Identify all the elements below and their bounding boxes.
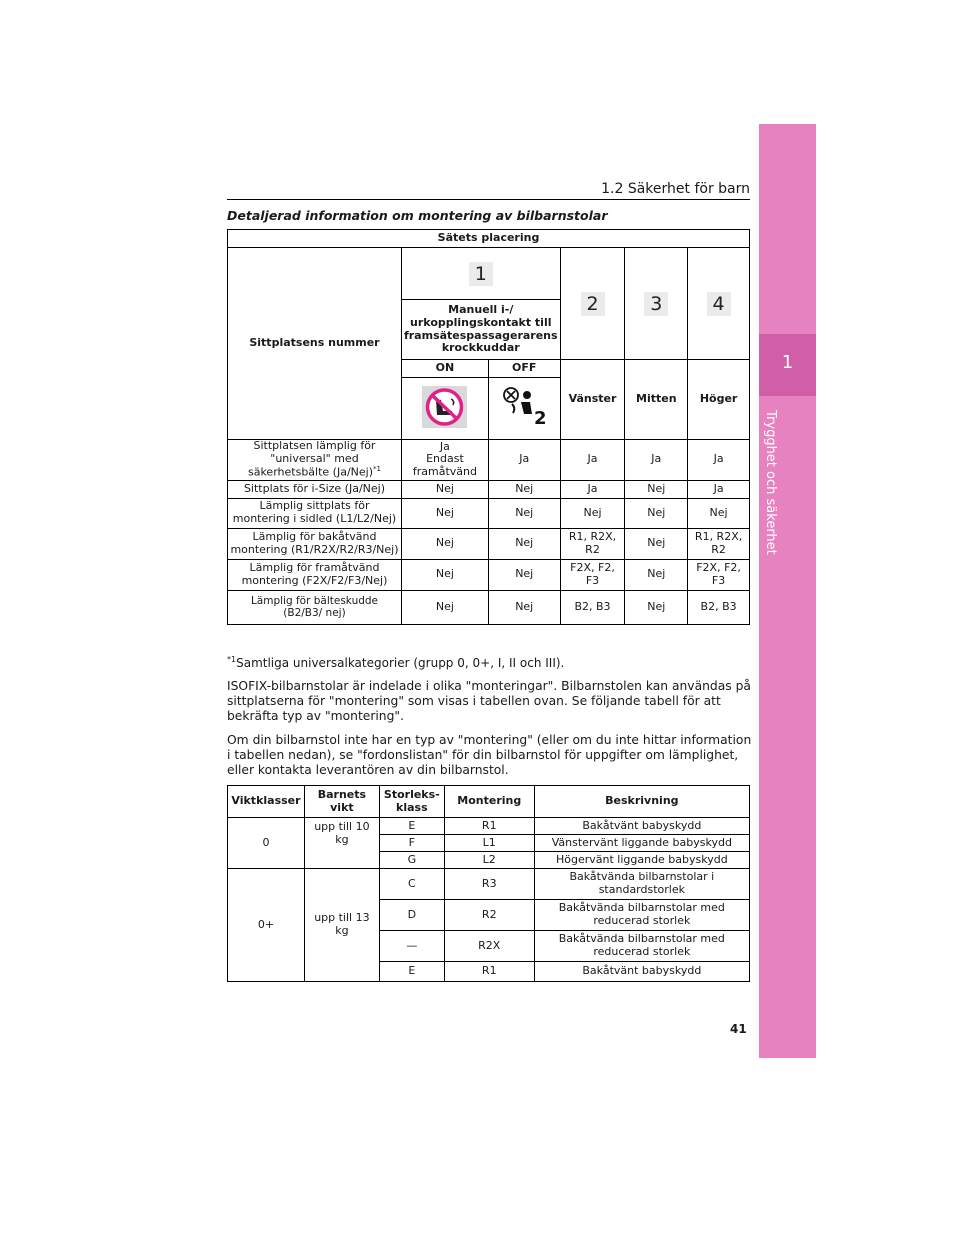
size-class: D bbox=[379, 900, 444, 931]
weight-0: upp till 10 kg bbox=[304, 818, 379, 869]
weight-class-table bbox=[227, 785, 750, 982]
description: Bakåtvända bilbarnstolar med reducerad storlek bbox=[534, 900, 749, 931]
footnote: $^{*1}$Samtliga universalkategorier (grupp 0, 0+, I, II och III). bbox=[227, 655, 565, 670]
seat-placement-table bbox=[227, 229, 750, 625]
col-weight-class: Viktklasser bbox=[228, 786, 305, 818]
row-isize-value: Ja bbox=[688, 480, 750, 498]
row-booster-value: Nej bbox=[488, 590, 560, 624]
row-isize-value: Nej bbox=[401, 480, 488, 498]
mounting: R2X bbox=[444, 931, 534, 962]
row-lateral-value: Nej bbox=[401, 498, 488, 528]
description: Bakåtvänt babyskydd bbox=[534, 962, 749, 982]
position-left: Vänster bbox=[560, 360, 625, 440]
row-booster-value: Nej bbox=[625, 590, 688, 624]
seat-number-1: 1 bbox=[469, 262, 493, 286]
row-lateral-value: Nej bbox=[688, 498, 750, 528]
row-universal-value: Ja bbox=[560, 440, 625, 481]
row-rearward-value: R1, R2X, R2 bbox=[560, 528, 625, 559]
row-universal-value: Ja bbox=[688, 440, 750, 481]
description: Vänstervänt liggande babyskydd bbox=[534, 835, 749, 852]
row-forward-value: Nej bbox=[625, 559, 688, 590]
row-booster-value: Nej bbox=[401, 590, 488, 624]
position-right: Höger bbox=[688, 360, 750, 440]
col-child-weight: Barnets vikt bbox=[304, 786, 379, 818]
row-booster-label: Lämplig för bälteskudde (B2/B3/ nej) bbox=[228, 590, 402, 624]
paragraph-vehicle-list: Om din bilbarnstol inte har en typ av "montering" (eller om du inte hittar information i tabellen nedan), se "fordonslistan" för din bilbarnstol för uppgifter om lämplighet, eller kontakta leverantören av din bilbarnstol. bbox=[227, 733, 752, 777]
row-isize-value: Nej bbox=[625, 480, 688, 498]
row-lateral-value: Nej bbox=[488, 498, 560, 528]
row-rearward-value: Nej bbox=[401, 528, 488, 559]
mounting: L2 bbox=[444, 852, 534, 869]
seat-number-label: Sittplatsens nummer bbox=[228, 248, 402, 440]
row-lateral-value: Nej bbox=[625, 498, 688, 528]
seat-number-4: 4 bbox=[707, 292, 731, 316]
row-rearward-label: Lämplig för bakåtvänd montering (R1/R2X/R2/R3/Nej) bbox=[228, 528, 402, 559]
description: Bakåtvänt babyskydd bbox=[534, 818, 749, 835]
mounting: R2 bbox=[444, 900, 534, 931]
row-rearward-value: Nej bbox=[488, 528, 560, 559]
size-class: G bbox=[379, 852, 444, 869]
section-title: 1.2 Säkerhet för barn bbox=[601, 181, 750, 197]
position-center: Mitten bbox=[625, 360, 688, 440]
seat-number-2: 2 bbox=[581, 292, 605, 316]
no-rear-facing-seat-icon bbox=[422, 386, 467, 428]
row-universal-value: Ja bbox=[625, 440, 688, 481]
seat-number-3: 3 bbox=[644, 292, 668, 316]
airbag-off-label: OFF bbox=[488, 360, 560, 378]
no-rear-facing-icon-cell bbox=[401, 378, 488, 440]
seat-1-cell bbox=[401, 248, 560, 300]
size-class: C bbox=[379, 869, 444, 900]
chapter-title-vertical: Trygghet och säkerhet bbox=[763, 410, 778, 555]
row-rearward-value: Nej bbox=[625, 528, 688, 559]
description: Bakåtvända bilbarnstolar med reducerad storlek bbox=[534, 931, 749, 962]
row-forward-label: Lämplig för framåtvänd montering (F2X/F2/F3/Nej) bbox=[228, 559, 402, 590]
col-mounting: Montering bbox=[444, 786, 534, 818]
size-class: E bbox=[379, 818, 444, 835]
page-heading: Detaljerad information om montering av bilbarnstolar bbox=[227, 208, 608, 223]
row-forward-value: Nej bbox=[401, 559, 488, 590]
seat-3-cell bbox=[625, 248, 688, 360]
row-rearward-value: R1, R2X, R2 bbox=[688, 528, 750, 559]
description: Bakåtvända bilbarnstolar i standardstorlek bbox=[534, 869, 749, 900]
row-booster-value: B2, B3 bbox=[560, 590, 625, 624]
row-universal-value: Ja Endast framåtvänd bbox=[401, 440, 488, 481]
seat-4-cell bbox=[688, 248, 750, 360]
airbag-switch-label: Manuell i-/ urkopplingskontakt till framsätespassagerarens krockkuddar bbox=[401, 300, 560, 360]
seat-placement-header: Sätets placering bbox=[228, 230, 750, 248]
row-forward-value: Nej bbox=[488, 559, 560, 590]
mounting: L1 bbox=[444, 835, 534, 852]
col-description: Beskrivning bbox=[534, 786, 749, 818]
passenger-airbag-off-icon bbox=[502, 386, 547, 428]
mounting: R3 bbox=[444, 869, 534, 900]
row-isize-label: Sittplats för i-Size (Ja/Nej) bbox=[228, 480, 402, 498]
mounting: R1 bbox=[444, 818, 534, 835]
page-number: 41 bbox=[730, 1022, 747, 1036]
size-class: — bbox=[379, 931, 444, 962]
weight-class-0plus: 0+ bbox=[228, 869, 305, 982]
size-class: E bbox=[379, 962, 444, 982]
row-lateral-value: Nej bbox=[560, 498, 625, 528]
svg-text:2: 2 bbox=[533, 407, 547, 428]
size-class: F bbox=[379, 835, 444, 852]
row-booster-value: B2, B3 bbox=[688, 590, 750, 624]
mounting: R1 bbox=[444, 962, 534, 982]
weight-class-0: 0 bbox=[228, 818, 305, 869]
row-universal-value: Ja bbox=[488, 440, 560, 481]
row-isize-value: Ja bbox=[560, 480, 625, 498]
chapter-number: 1 bbox=[781, 352, 794, 373]
row-forward-value: F2X, F2, F3 bbox=[560, 559, 625, 590]
row-forward-value: F2X, F2, F3 bbox=[688, 559, 750, 590]
airbag-on-label: ON bbox=[401, 360, 488, 378]
airbag-off-icon-cell bbox=[488, 378, 560, 440]
col-size-class: Storleks-klass bbox=[379, 786, 444, 818]
description: Högervänt liggande babyskydd bbox=[534, 852, 749, 869]
row-lateral-label: Lämplig sittplats för montering i sidled (L1/L2/Nej) bbox=[228, 498, 402, 528]
weight-0plus: upp till 13 kg bbox=[304, 869, 379, 982]
seat-2-cell bbox=[560, 248, 625, 360]
header-divider bbox=[227, 199, 750, 200]
row-universal-label: Sittplatsen lämplig för "universal" med säkerhetsbälte $(Ja/Nej)^{*1}$ bbox=[228, 440, 402, 481]
row-isize-value: Nej bbox=[488, 480, 560, 498]
paragraph-isofix: ISOFIX-bilbarnstolar är indelade i olika "monteringar". Bilbarnstolen kan användas på sittplatserna för "montering" som visas i tabellen ovan. Se följande tabell för att bekräfta typ av "montering". bbox=[227, 679, 751, 723]
